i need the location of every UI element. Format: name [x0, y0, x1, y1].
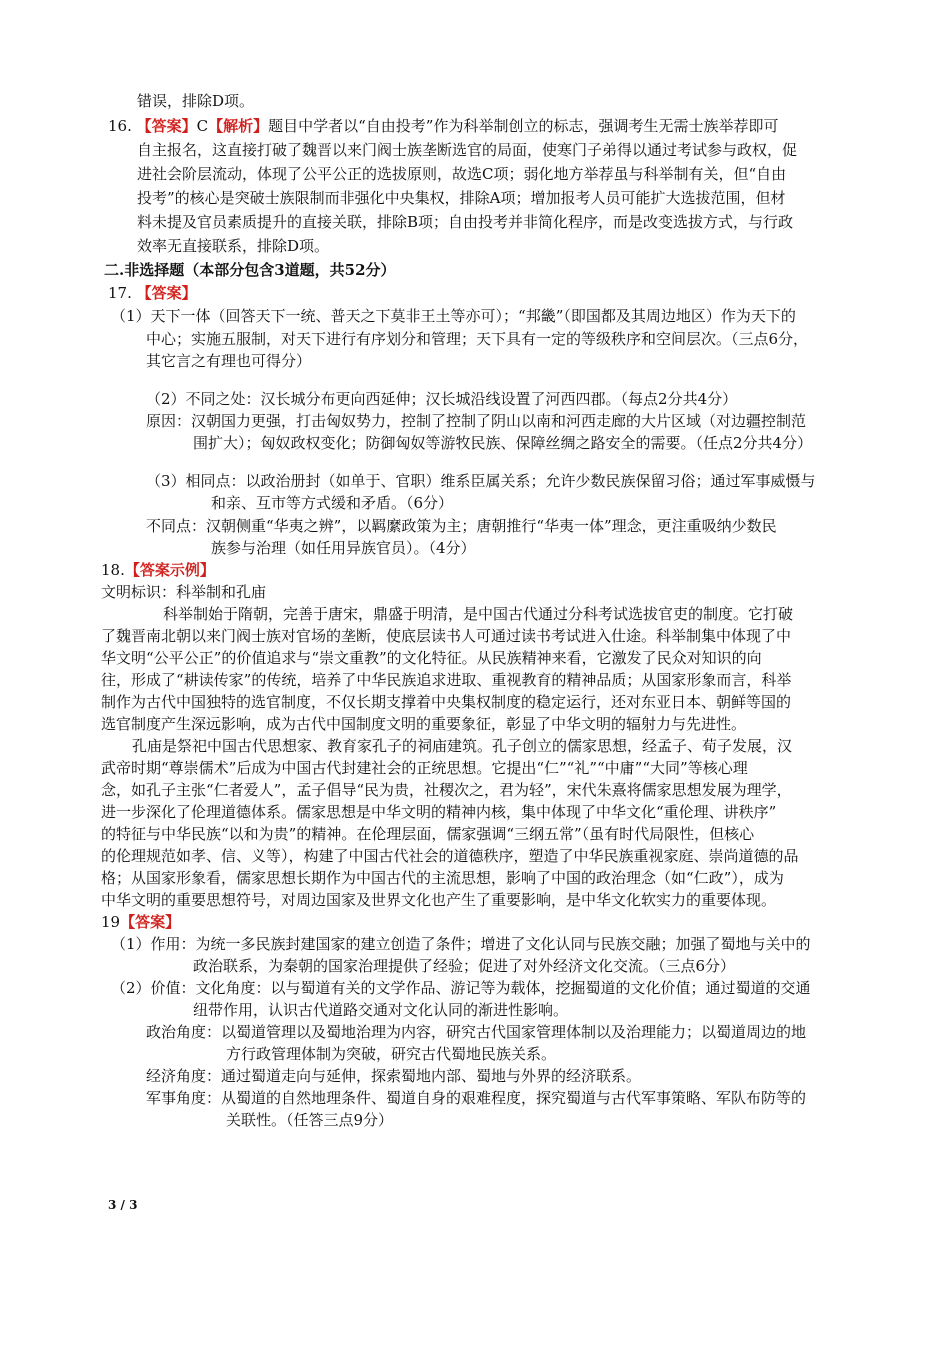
text-segment: 18. — [101, 561, 125, 579]
text-line — [137, 139, 797, 161]
text-segment: 文明标识：科举制和孔庙 — [101, 583, 267, 601]
text-line — [111, 933, 811, 955]
text-segment: 不同点：汉朝侧重“华夷之辨”，以羁縻政策为主；唐朝推行“华夷一体”理念，更注重吸纳少数民 — [146, 517, 777, 535]
text-line — [101, 669, 791, 691]
text-line — [146, 328, 808, 350]
text-line — [146, 1065, 641, 1087]
text-line — [211, 492, 453, 514]
page-number: 3 / 3 — [108, 1198, 138, 1212]
text-segment: 错误，排除D项。 — [137, 92, 255, 110]
text-segment: 和亲、互市等方式缓和矛盾。（6分） — [211, 494, 454, 512]
text-segment: 的伦理规范如孝、信、义等），构建了中国古代社会的道德秩序，塑造了中华民族重视家庭、崇尚道德的品 — [101, 847, 799, 865]
text-segment: 关联性。（任答三点9分） — [226, 1111, 394, 1129]
text-line — [137, 90, 254, 112]
text-segment: 效率无直接联系，排除D项。 — [137, 237, 330, 255]
text-segment: （2）价值：文化角度：以与蜀道有关的文学作品、游记等为载体，挖掘蜀道的文化价值；通过蜀道的交通 — [111, 979, 811, 997]
text-segment: 的特征与中华民族“以和为贵”的精神。在伦理层面，儒家强调“三纲五常”（虽有时代局限性，但核心 — [101, 825, 755, 843]
text-segment: 经济角度：通过蜀道走向与延伸，探索蜀地内部、蜀地与外界的经济联系。 — [146, 1067, 642, 1085]
text-line — [146, 388, 737, 410]
text-line — [137, 163, 786, 185]
text-line — [137, 211, 793, 233]
text-segment: 念，如孔子主张“仁者爱人”，孟子倡导“民为贵，社稷次之，君为轻”，宋代朱熹将儒家思想发展为理学， — [101, 781, 792, 799]
text-segment: 料未提及官员素质提升的直接关联，排除B项；自由投考并非简化程序，而是改变选拔方式，与行政 — [137, 213, 794, 231]
text-line — [211, 537, 476, 559]
text-line — [146, 410, 806, 432]
text-segment: 往，形成了“耕读传家”的传统，培养了中华民族追求进取、重视教育的精神品质；从国家形象而言，科举 — [101, 671, 792, 689]
answer-label: 【答案】 — [136, 284, 197, 302]
text-segment: 选官制度产生深远影响，成为古代中国制度文明的重要象征，彰显了中华文明的辐射力与先进性。 — [101, 715, 747, 733]
text-segment: 纽带作用，认识古代道路交通对文化认同的渐进性影响。 — [193, 1001, 569, 1019]
text-segment: 投考”的核心是突破士族限制而非强化中央集权，排除A项；增加报考人员可能扩大选拔范围，但材 — [137, 189, 786, 207]
text-line — [137, 187, 786, 209]
text-line — [146, 515, 777, 537]
text-segment: 题目中学者以“自由投考”作为科举制创立的标志，强调考生无需士族举荐即可 — [268, 117, 779, 135]
text-line — [101, 625, 791, 647]
answer-label: 【答案】 — [136, 117, 197, 135]
text-segment: 原因：汉朝国力更强，打击匈奴势力，控制了控制了阴山以南和河西走廊的大片区域（对边疆控制范 — [146, 412, 807, 430]
text-line — [101, 779, 792, 801]
text-segment: （3）相同点：以政治册封（如单于、官职）维系臣属关系；允许少数民族保留习俗；通过军事威慑与 — [146, 472, 816, 490]
text-line — [193, 432, 812, 454]
text-segment: 政治角度：以蜀道管理以及蜀地治理为内容，研究古代国家管理体制以及治理能力；以蜀道周边的地 — [146, 1023, 807, 1041]
text-segment: 军事角度：从蜀道的自然地理条件、蜀道自身的艰难程度，探究蜀道与古代军事策略、军队布防等的 — [146, 1089, 807, 1107]
text-segment: 进一步深化了伦理道德体系。儒家思想是中华文明的精神内核，集中体现了中华文化“重伦理、讲秩序” — [101, 803, 777, 821]
text-line — [226, 1109, 393, 1131]
text-line — [108, 282, 197, 304]
text-line — [101, 889, 776, 911]
text-segment: 了魏晋南北朝以来门阀士族对官场的垄断，使底层读书人可通过读书考试进入仕途。科举制集中体现了中 — [101, 627, 792, 645]
answer-label: 【答案】 — [120, 913, 181, 931]
text-line — [101, 757, 748, 779]
text-segment: 孔庙是祭祀中国古代思想家、教育家孔子的祠庙建筑。孔子创立的儒家思想，经孟子、荀子发展，汉 — [132, 737, 793, 755]
text-line — [101, 713, 746, 735]
text-segment: 二.非选择题（本部分包含3道题，共52分） — [104, 261, 396, 279]
text-segment: 武帝时期“尊崇儒术”后成为中国古代封建社会的正统思想。它提出“仁”“礼”“中庸”“大同”等核心理 — [101, 759, 748, 777]
text-segment: 中心；实施五服制，对天下进行有序划分和管理；天下具有一定的等级秩序和空间层次。（三点6分， — [146, 330, 809, 348]
text-line — [101, 581, 266, 603]
text-line — [146, 1087, 806, 1109]
text-segment: 中华文明的重要思想符号，对周边国家及世界文化也产生了重要影响，是中华文化软实力的重要体现。 — [101, 891, 777, 909]
text-segment: 19 — [101, 913, 121, 931]
text-line — [132, 735, 792, 757]
text-line — [146, 350, 311, 372]
text-segment: 科举制始于隋朝，完善于唐宋，鼎盛于明清，是中国古代通过分科考试选拔官吏的制度。它打破 — [163, 605, 794, 623]
text-line — [111, 977, 811, 999]
answer-label: 【答案示例】 — [124, 561, 215, 579]
text-segment: 方行政管理体制为突破，研究古代蜀地民族关系。 — [226, 1045, 557, 1063]
text-line — [108, 115, 778, 137]
text-segment: （1）作用：为统一多民族封建国家的建立创造了条件；增进了文化认同与民族交融；加强了蜀地与关中的 — [111, 935, 811, 953]
text-segment: 17. — [108, 284, 137, 302]
text-segment: 其它言之有理也可得分） — [146, 352, 312, 370]
text-segment: （2）不同之处：汉长城分布更向西延伸；汉长城沿线设置了河西四郡。（每点2分共4分） — [146, 390, 738, 408]
text-line — [137, 235, 329, 257]
text-line — [163, 603, 793, 625]
text-segment: C — [196, 117, 209, 135]
answer-label: 【解析】 — [208, 117, 269, 135]
text-line — [101, 691, 791, 713]
text-line — [101, 559, 215, 581]
text-line — [101, 823, 754, 845]
text-segment: 进社会阶层流动，体现了公平公正的选拔原则，故选C项；弱化地方举荐虽与科举制有关，但“自由 — [137, 165, 787, 183]
text-segment: 自主报名，这直接打破了魏晋以来门阀士族垄断选官的局面，使寒门子弟得以通过考试参与政权，促 — [137, 141, 798, 159]
text-segment: 华文明“公平公正”的价值追求与“崇文重教”的文化特征。从民族精神来看，它激发了民众对知识的向 — [101, 649, 762, 667]
text-segment: 政治联系，为秦朝的国家治理提供了经验；促进了对外经济文化交流。（三点6分） — [193, 957, 736, 975]
text-line — [146, 1021, 806, 1043]
text-line — [226, 1043, 556, 1065]
text-line — [193, 955, 735, 977]
text-line — [146, 470, 816, 492]
text-line — [101, 845, 799, 867]
text-line — [101, 801, 776, 823]
text-line — [101, 911, 180, 933]
text-line — [111, 305, 796, 327]
text-segment: 族参与治理（如任用异族官员）。（4分） — [211, 539, 476, 557]
text-line — [101, 647, 762, 669]
text-line — [101, 867, 784, 889]
text-segment: （1）天下一体（回答天下一统、普天之下莫非王土等亦可）；“邦畿”（即国都及其周边地区）作为天下的 — [111, 307, 796, 325]
text-line — [104, 259, 396, 281]
text-segment: 围扩大）；匈奴政权变化；防御匈奴等游牧民族、保障丝绸之路安全的需要。（任点2分共4分） — [193, 434, 813, 452]
text-segment: 制作为古代中国独特的选官制度，不仅长期支撑着中央集权制度的稳定运行，还对东亚日本、朝鲜等国的 — [101, 693, 792, 711]
text-line — [193, 999, 568, 1021]
text-segment: 格；从国家形象看，儒家思想长期作为中国古代的主流思想，影响了中国的政治理念（如“仁政”），成为 — [101, 869, 784, 887]
text-segment: 16. — [108, 117, 137, 135]
